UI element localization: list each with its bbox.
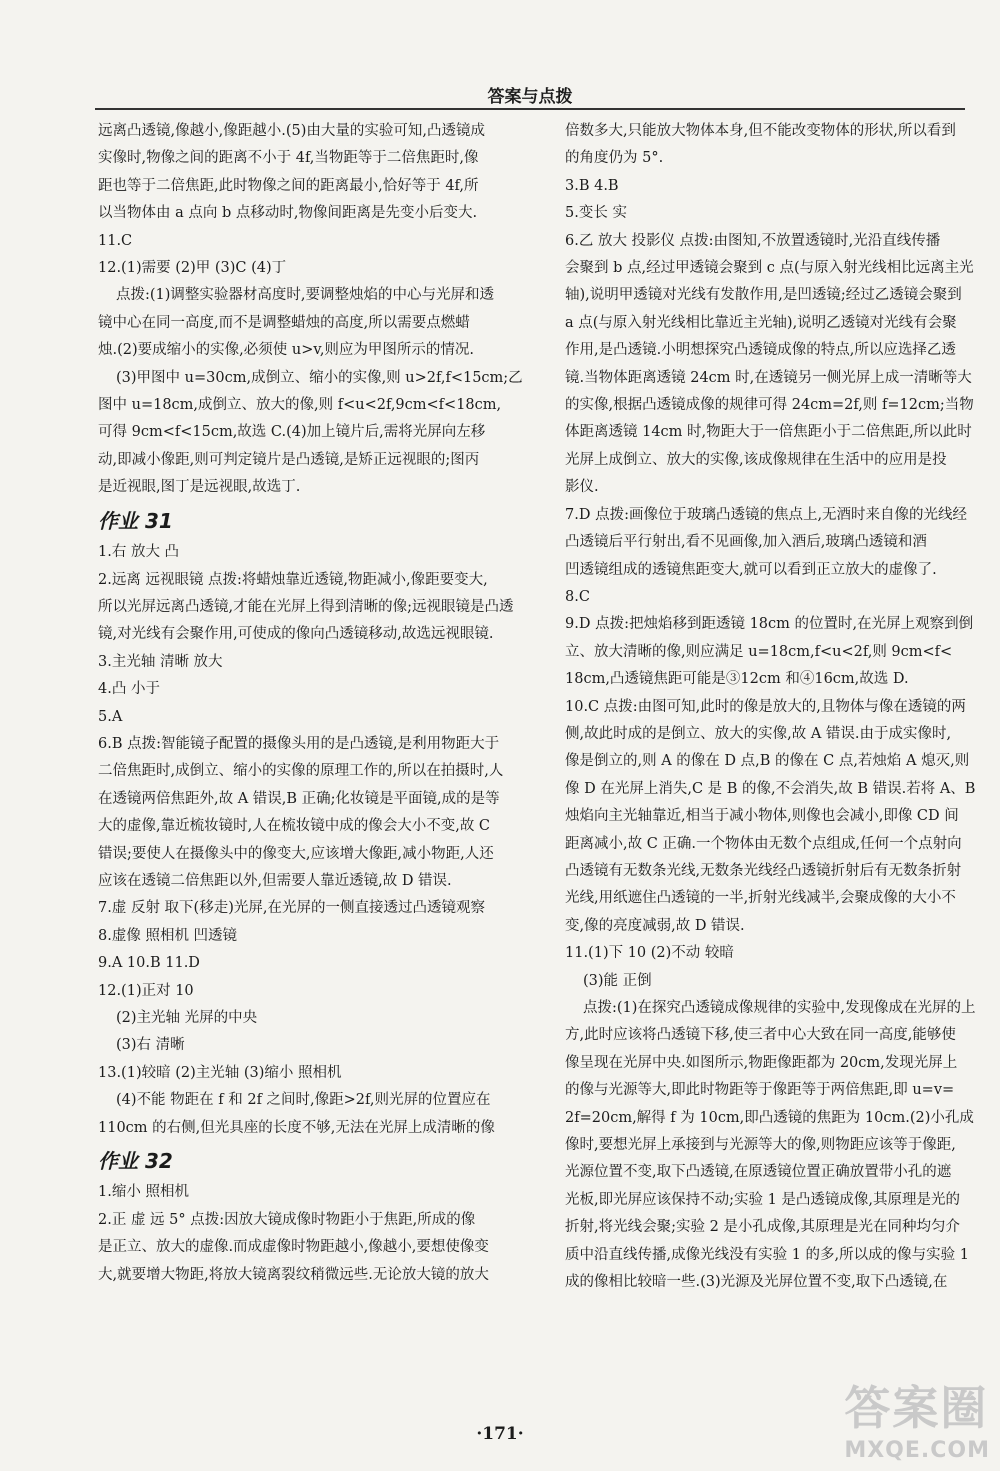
text-line: 立、放大清晰的像,则应满足 u=18cm,f<u<2f,则 9cm<f< (565, 643, 953, 660)
text-line: 体距离透镜 14cm 时,物距大于一倍焦距小于二倍焦距,所以此时 (565, 424, 972, 441)
right-column (565, 118, 985, 1296)
section-heading: 作业 31 (98, 508, 173, 533)
text-line: 18cm,凸透镜焦距可能是③12cm 和④16cm,故选 D. (565, 671, 909, 688)
text-line: 3.B 4.B (565, 177, 619, 194)
text-line: 可得 9cm<f<15cm,故选 C.(4)加上镜片后,需将光屏向左移 (98, 424, 486, 441)
text-line: 的像与光源等大,即此时物距等于像距等于两倍焦距,即 u=v= (565, 1082, 955, 1099)
text-line: 作用,是凸透镜.小明想探究凸透镜成像的特点,所以应选择乙透 (565, 342, 956, 359)
text-line: 距离减小,故 C 正确.一个物体由无数个点组成,任何一个点射向 (565, 835, 962, 852)
text-line: 像 D 在光屏上消失,C 是 B 的像,不会消失,故 B 错误.若将 A、B (565, 780, 976, 797)
text-line: 凸透镜后平行射出,看不见画像,加入酒后,玻璃凸透镜和酒 (565, 534, 927, 551)
text-line: 2f=20cm,解得 f 为 10cm,即凸透镜的焦距为 10cm.(2)小孔成 (565, 1109, 974, 1126)
text-line: 动,即减小像距,则可判定镜片是凸透镜,是矫正远视眼的;图丙 (98, 451, 480, 468)
text-line: 2.远离 远视眼镜 点拨:将蜡烛靠近透镜,物距减小,像距要变大, (98, 571, 488, 588)
text-line: 会聚到 b 点,经过甲透镜会聚到 c 点(与原入射光线相比远离主光 (565, 260, 974, 277)
text-line: 光板,即光屏应该保持不动;实验 1 是凸透镜成像,其原理是光的 (565, 1191, 961, 1208)
watermark-logo (844, 1372, 990, 1463)
text-line: 像是倒立的,则 A 的像在 D 点,B 的像在 C 点,若烛焰 A 熄灭,则 (565, 753, 970, 770)
text-line: 是近视眼,图丁是远视眼,故选丁. (98, 479, 301, 496)
text-line: 点拨:(1)调整实验器材高度时,要调整烛焰的中心与光屏和透 (116, 287, 495, 304)
text-line: 11.(1)下 10 (2)不动 较暗 (565, 945, 734, 962)
text-line: 4.凸 小于 (98, 681, 160, 698)
watermark-site: MXQE.COM (844, 1438, 990, 1463)
text-line: 图中 u=18cm,成倒立、放大的像,则 f<u<2f,9cm<f<18cm, (98, 397, 502, 414)
text-line: (3)甲图中 u=30cm,成倒立、缩小的实像,则 u>2f,f<15cm;乙 (116, 369, 523, 386)
text-line: 像时,要想光屏上承接到与光源等大的像,则物距应该等于像距, (565, 1137, 956, 1154)
text-line: 3.主光轴 清晰 放大 (98, 653, 223, 670)
header-title: 答案与点拨 (487, 87, 573, 107)
text-line: 6.乙 放大 投影仪 点拨:由图知,不放置透镜时,光沿直线传播 (565, 232, 941, 249)
text-line: 1.缩小 照相机 (98, 1184, 189, 1201)
text-line: 12.(1)需要 (2)甲 (3)C (4)丁 (98, 260, 287, 277)
text-line: 烛.(2)要成缩小的实像,必须使 u>v,则应为甲图所示的情况. (98, 342, 475, 359)
text-line: 侧,故此时成的是倒立、放大的实像,故 A 错误.由于成实像时, (565, 725, 952, 742)
text-line: 镜,对光线有会聚作用,可使成的像向凸透镜移动,故选远视眼镜. (98, 626, 494, 643)
text-line: 光线,用纸遮住凸透镜的一半,折射光线减半,会聚成像的大小不 (565, 890, 956, 907)
text-line: (3)能 正倒 (583, 972, 652, 989)
text-line: 影仪. (565, 479, 599, 496)
text-line: (4)不能 物距在 f 和 2f 之间时,像距>2f,则光屏的位置应在 (116, 1092, 491, 1109)
text-line: 错误;要使人在摄像头中的像变大,应该增大像距,减小物距,人还 (98, 845, 494, 862)
text-line: 光源位置不变,取下凸透镜,在原透镜位置正确放置带小孔的遮 (565, 1164, 952, 1181)
text-line: 成的像相比较暗一些.(3)光源及光屏位置不变,取下凸透镜,在 (565, 1274, 948, 1291)
text-line: 凹透镜组成的透镜焦距变大,就可以看到正立放大的虚像了. (565, 561, 937, 578)
text-line: 6.B 点拨:智能镜子配置的摄像头用的是凸透镜,是利用物距大于 (98, 735, 500, 752)
text-line: 是正立、放大的虚像.而成虚像时物距越小,像越小,要想使像变 (98, 1239, 489, 1256)
text-line: 质中沿直线传播,成像光线没有实验 1 的多,所以成的像与实验 1 (565, 1246, 969, 1263)
left-column (98, 118, 530, 1289)
page-header (95, 78, 965, 110)
text-line: 5.变长 实 (565, 205, 627, 222)
text-line: (3)右 清晰 (116, 1037, 185, 1054)
text-line: 倍数多大,只能放大物体本身,但不能改变物体的形状,所以看到 (565, 123, 956, 139)
text-line: 7.虚 反射 取下(移走)光屏,在光屏的一侧直接透过凸透镜观察 (98, 900, 485, 917)
text-line: 远离凸透镜,像越小,像距越小.(5)由大量的实验可知,凸透镜成 (98, 123, 485, 139)
page-number: ·171· (476, 1424, 524, 1444)
text-line: 2.正 虚 远 5° 点拨:因放大镜成像时物距小于焦距,所成的像 (98, 1211, 476, 1228)
text-line: 9.A 10.B 11.D (98, 955, 200, 972)
text-line: 像呈现在光屏中央.如图所示,物距像距都为 20cm,发现光屏上 (565, 1054, 958, 1071)
text-line: 的实像,根据凸透镜成像的规律可得 24cm=2f,则 f=12cm;当物 (565, 397, 974, 414)
text-line: 镜中心在同一高度,而不是调整蜡烛的高度,所以需要点燃蜡 (98, 314, 470, 331)
text-line: 7.D 点拨:画像位于玻璃凸透镜的焦点上,无酒时来自像的光线经 (565, 506, 968, 523)
text-line: 二倍焦距时,成倒立、缩小的实像的原理工作的,所以在拍摄时,人 (98, 763, 504, 780)
text-line: 12.(1)正对 10 (98, 982, 194, 999)
text-line: 的角度仍为 5°. (565, 150, 664, 167)
text-line: 方,此时应该将凸透镜下移,使三者中心大致在同一高度,能够使 (565, 1027, 956, 1044)
text-line: 13.(1)较暗 (2)主光轴 (3)缩小 照相机 (98, 1064, 342, 1081)
text-line: 点拨:(1)在探究凸透镜成像规律的实验中,发现像成在光屏的上 (583, 1000, 976, 1016)
text-line: 大的虚像,靠近梳妆镜时,人在梳妆镜中成的像会大小不变,故 C (98, 818, 491, 835)
text-line: 在透镜两倍焦距外,故 A 错误,B 正确;化妆镜是平面镜,成的是等 (98, 790, 500, 807)
text-line: 11.C (98, 232, 133, 249)
text-line: 5.A (98, 708, 123, 725)
text-line: 所以光屏远离凸透镜,才能在光屏上得到清晰的像;远视眼镜是凸透 (98, 598, 514, 615)
text-line: 8.C (565, 588, 590, 605)
text-line: 镜.当物体距离透镜 24cm 时,在透镜另一侧光屏上成一清晰等大 (565, 369, 972, 386)
text-line: 轴),说明甲透镜对光线有发散作用,是凹透镜;经过乙透镜会聚到 (565, 287, 962, 304)
text-line: 大,就要增大物距,将放大镜离裂纹稍微远些.无论放大镜的放大 (98, 1266, 489, 1283)
text-line: 应该在透镜二倍焦距以外,但需要人靠近透镜,故 D 错误. (98, 872, 452, 889)
watermark-text: 答案圈 (844, 1381, 989, 1435)
text-line: 折射,将光线会聚;实验 2 是小孔成像,其原理是光在同种均匀介 (565, 1219, 961, 1236)
text-line: 烛焰向主光轴靠近,相当于减小物体,则像也会减小,即像 CD 间 (565, 808, 959, 825)
text-line: 实像时,物像之间的距离不小于 4f,当物距等于二倍焦距时,像 (98, 150, 479, 167)
text-line: 光屏上成倒立、放大的实像,该成像规律在生活中的应用是投 (565, 451, 947, 468)
text-line: 10.C 点拨:由图可知,此时的像是放大的,且物体与像在透镜的两 (565, 698, 966, 715)
text-line: 8.虚像 照相机 凹透镜 (98, 927, 238, 944)
text-line: 凸透镜有无数条光线,无数条光线经凸透镜折射后有无数条折射 (565, 862, 962, 879)
text-line: 以当物体由 a 点向 b 点移动时,物像间距离是先变小后变大. (98, 205, 478, 222)
text-line: 9.D 点拨:把烛焰移到距透镜 18cm 的位置时,在光屏上观察到倒 (565, 616, 974, 633)
text-line: (2)主光轴 光屏的中央 (116, 1010, 258, 1026)
text-line: 1.右 放大 凸 (98, 544, 180, 561)
section-heading: 作业 32 (98, 1149, 173, 1174)
text-line: a 点(与原入射光线相比靠近主光轴),说明乙透镜对光线有会聚 (565, 314, 957, 331)
text-line: 距也等于二倍焦距,此时物像之间的距离最小,恰好等于 4f,所 (98, 177, 479, 194)
text-line: 110cm 的右侧,但光具座的长度不够,无法在光屏上成清晰的像 (98, 1119, 495, 1136)
text-line: 变,像的亮度减弱,故 D 错误. (565, 917, 745, 934)
